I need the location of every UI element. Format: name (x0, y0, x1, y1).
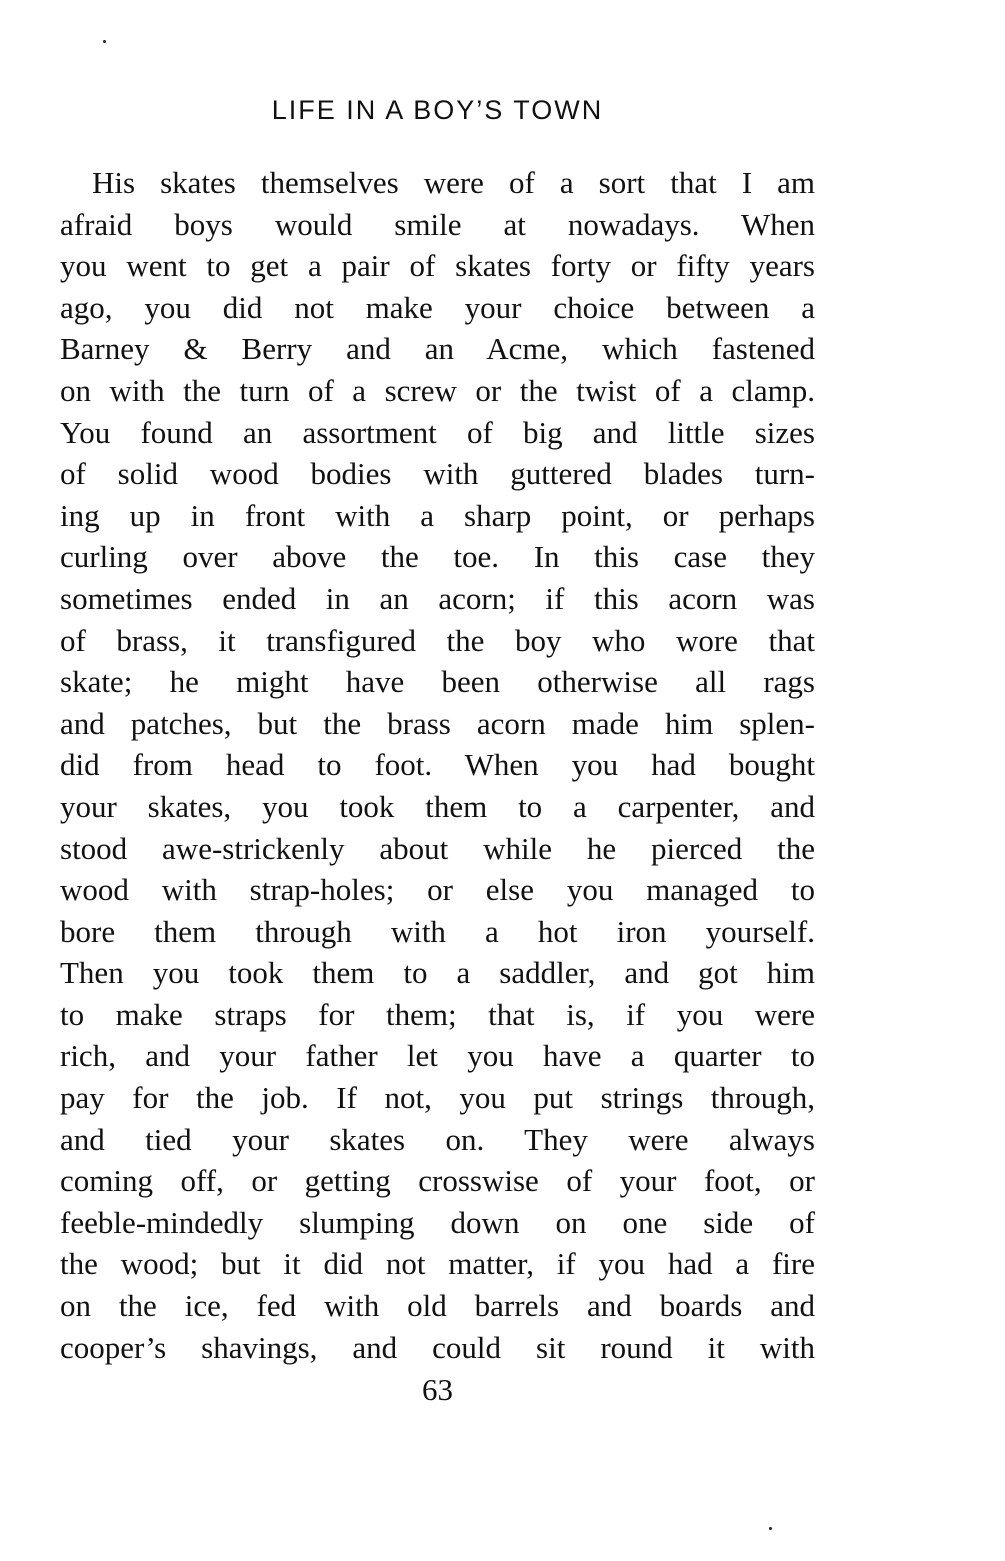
text-line: to make straps for them; that is, if you were (60, 996, 815, 1032)
text-line: ing up in front with a sharp point, or perhaps (60, 497, 815, 533)
text-line: afraid boys would smile at nowadays. When (60, 206, 815, 242)
text-line: of solid wood bodies with guttered blades turn- (60, 456, 815, 492)
text-line: cooper’s shavings, and could sit round it with (60, 1329, 815, 1365)
text-line: His skates themselves were of a sort that I am (92, 165, 815, 200)
page-number: 63 (422, 1372, 453, 1407)
text-line: bore them through with a hot iron yourself. (60, 913, 815, 949)
text-line: your skates, you took them to a carpenter, and (60, 788, 815, 824)
text-line: sometimes ended in an acorn; if this acorn was (60, 580, 815, 616)
text-line: rich, and your father let you have a quarter to (60, 1038, 815, 1074)
text-line: wood with strap-holes; or else you managed to (60, 872, 815, 908)
text-line: Barney & Berry and an Acme, which fastened (60, 331, 815, 367)
text-line: on the ice, fed with old barrels and boards and (60, 1288, 815, 1324)
text-line: coming off, or getting crosswise of your foot, or (60, 1163, 815, 1199)
text-line: feeble-mindedly slumping down on one side of (60, 1204, 815, 1240)
print-speck (769, 1527, 772, 1530)
text-line: You found an assortment of big and little sizes (60, 414, 815, 450)
text-line: and tied your skates on. They were always (60, 1121, 815, 1157)
text-line: and patches, but the brass acorn made him splen- (60, 705, 815, 741)
text-line: ago, you did not make your choice between a (60, 289, 815, 325)
text-line: pay for the job. If not, you put strings through, (60, 1080, 815, 1116)
text-line: skate; he might have been otherwise all rags (60, 664, 815, 700)
print-speck (103, 40, 106, 43)
body-paragraph (60, 162, 815, 1368)
text-line: you went to get a pair of skates forty or fifty years (60, 248, 815, 284)
text-line: Then you took them to a saddler, and got him (60, 955, 815, 991)
text-line: on with the turn of a screw or the twist of a clamp. (60, 372, 815, 408)
text-line: curling over above the toe. In this case they (60, 539, 815, 575)
text-line: of brass, it transfigured the boy who wore that (60, 622, 815, 658)
text-line: the wood; but it did not matter, if you had a fire (60, 1246, 815, 1282)
text-line: did from head to foot. When you had bought (60, 747, 815, 783)
running-head: LIFE IN A BOY’S TOWN (271, 95, 604, 125)
text-line: stood awe-strickenly about while he pierced the (60, 830, 815, 866)
